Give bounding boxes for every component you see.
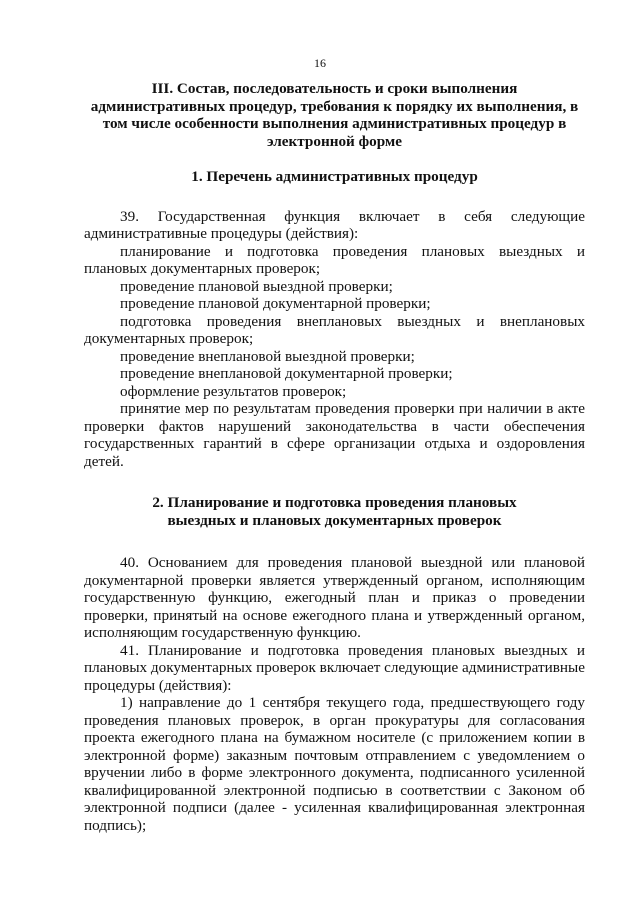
paragraph-41: 41. Планирование и подготовка проведения плановых выездных и плановых документарных проверок включает следующие административные процедуры (действия): xyxy=(84,641,585,694)
subsection-2-title-line2: выездных и плановых документарных проверок xyxy=(167,511,502,529)
subsection-1-title: 1. Перечень административных процедур xyxy=(191,168,478,185)
page-number: 16 xyxy=(314,56,326,70)
list-item: проведение внеплановой документарной проверки; xyxy=(120,365,453,382)
list-item: планирование и подготовка проведения плановых выездных и плановых документарных проверок; xyxy=(84,242,585,277)
subsection-2-title xyxy=(84,494,585,529)
procedures-list xyxy=(84,208,585,471)
list-item: подготовка проведения внеплановых выездных и внеплановых документарных проверок; xyxy=(84,312,585,347)
paragraph-40: 40. Основанием для проведения плановой выездной или плановой документарной проверки является утвержденный органом, исполняющим государственную функцию, ежегодный план и приказ о проведении проверки, принятый на основе ежегодного плана и утвержденный органом, исполняющим государственную функцию. xyxy=(84,554,585,641)
list-item: проведение плановой выездной проверки; xyxy=(120,277,393,295)
list-item: оформление результатов проверок; xyxy=(120,382,347,400)
list-item: проведение плановой документарной проверки; xyxy=(120,295,431,312)
list-item: принятие мер по результатам проведения проверки при наличии в акте проверки фактов нарушений законодательства в части обеспечения государственных гарантий в сфере организации отдыха и оздоровления детей. xyxy=(84,400,585,470)
list-item: 1) направление до 1 сентября текущего года, предшествующего году проведения плановых проверок, в орган прокуратуры для согласования проекта ежегодного плана на бумажном носителе (с приложением копии в электронной форме) заказным почтовым отправлением с уведомлением о вручении либо в форме электронного документа, подписанного усиленной квалифицированной электронной подписью в соответствии с Законом об электронной подписи (далее - усиленная квалифицированная электронная подпись); xyxy=(84,694,585,834)
planning-section xyxy=(84,554,585,834)
section-title: III. Состав, последовательность и сроки выполнения административных процедур, требования к порядку их выполнения, в том числе особенности выполнения административных процедур в электронной форме xyxy=(90,80,579,150)
subsection-2-title-line1: 2. Планирование и подготовка проведения плановых xyxy=(152,494,517,511)
list-item: проведение внеплановой выездной проверки; xyxy=(120,347,415,365)
page-content xyxy=(84,80,585,834)
paragraph-39: 39. Государственная функция включает в себя следующие административные процедуры (действия): xyxy=(84,207,585,242)
